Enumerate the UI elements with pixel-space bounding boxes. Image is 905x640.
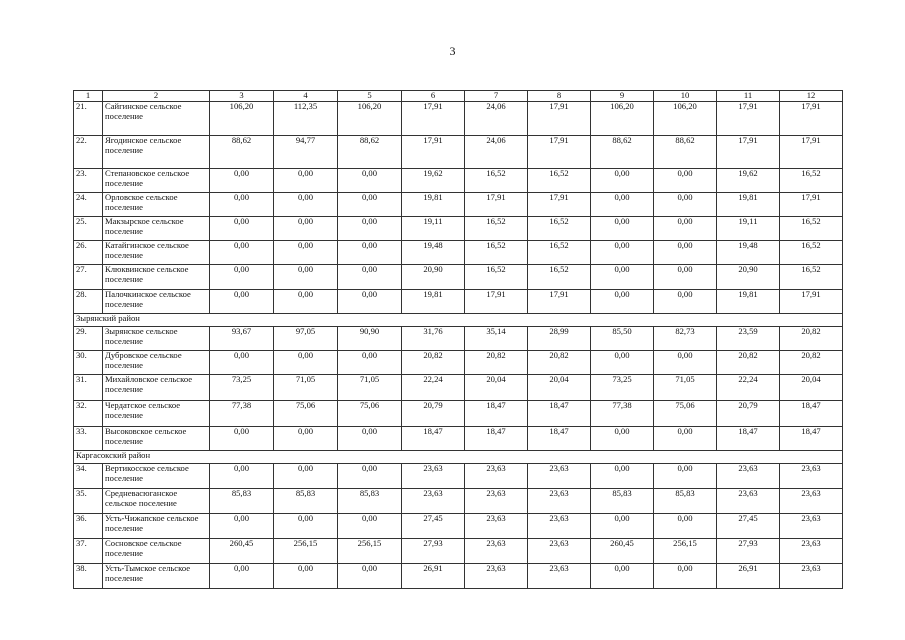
settlement-name: Сосновское сельское поселение <box>103 539 210 564</box>
settlement-name: Катайгинское сельское поселение <box>103 241 210 265</box>
row-number: 29. <box>74 327 103 351</box>
column-number: 11 <box>717 91 780 102</box>
value-cell: 20,04 <box>465 375 528 401</box>
value-cell: 17,91 <box>528 193 591 217</box>
value-cell: 20,79 <box>402 401 465 427</box>
value-cell: 16,52 <box>528 265 591 290</box>
value-cell: 19,62 <box>717 169 780 193</box>
value-cell: 0,00 <box>210 464 274 489</box>
value-cell: 19,11 <box>717 217 780 241</box>
row-number: 32. <box>74 401 103 427</box>
value-cell: 20,82 <box>465 351 528 375</box>
value-cell: 17,91 <box>465 193 528 217</box>
value-cell: 23,63 <box>528 489 591 514</box>
value-cell: 23,63 <box>717 489 780 514</box>
value-cell: 19,81 <box>717 290 780 314</box>
row-number: 31. <box>74 375 103 401</box>
value-cell: 24,06 <box>465 102 528 136</box>
value-cell: 17,91 <box>528 136 591 169</box>
value-cell: 73,25 <box>591 375 654 401</box>
table-row <box>74 489 843 514</box>
value-cell: 94,77 <box>274 136 338 169</box>
value-cell: 23,63 <box>717 464 780 489</box>
value-cell: 0,00 <box>338 427 402 451</box>
value-cell: 0,00 <box>338 217 402 241</box>
value-cell: 17,91 <box>402 136 465 169</box>
settlement-name: Дубровское сельское поселение <box>103 351 210 375</box>
value-cell: 0,00 <box>274 427 338 451</box>
value-cell: 0,00 <box>338 265 402 290</box>
value-cell: 0,00 <box>654 464 717 489</box>
column-number: 3 <box>210 91 274 102</box>
table-row <box>74 136 843 169</box>
value-cell: 20,82 <box>717 351 780 375</box>
value-cell: 256,15 <box>274 539 338 564</box>
district-name: Каргасокский район <box>74 451 843 464</box>
value-cell: 20,82 <box>780 327 843 351</box>
value-cell: 20,79 <box>717 401 780 427</box>
row-number: 25. <box>74 217 103 241</box>
table-row <box>74 564 843 589</box>
tariff-table <box>73 90 843 589</box>
value-cell: 27,93 <box>717 539 780 564</box>
value-cell: 22,24 <box>402 375 465 401</box>
value-cell: 24,06 <box>465 136 528 169</box>
row-number: 30. <box>74 351 103 375</box>
value-cell: 0,00 <box>274 351 338 375</box>
value-cell: 0,00 <box>654 265 717 290</box>
table-row <box>74 169 843 193</box>
value-cell: 0,00 <box>591 514 654 539</box>
value-cell: 260,45 <box>591 539 654 564</box>
value-cell: 88,62 <box>210 136 274 169</box>
value-cell: 85,50 <box>591 327 654 351</box>
value-cell: 0,00 <box>210 217 274 241</box>
value-cell: 0,00 <box>591 217 654 241</box>
value-cell: 77,38 <box>591 401 654 427</box>
value-cell: 23,63 <box>402 464 465 489</box>
value-cell: 17,91 <box>780 193 843 217</box>
value-cell: 18,47 <box>465 427 528 451</box>
value-cell: 82,73 <box>654 327 717 351</box>
value-cell: 23,63 <box>402 489 465 514</box>
column-number: 5 <box>338 91 402 102</box>
value-cell: 0,00 <box>591 427 654 451</box>
value-cell: 256,15 <box>338 539 402 564</box>
row-number: 38. <box>74 564 103 589</box>
value-cell: 20,82 <box>402 351 465 375</box>
settlement-name: Клюквинское сельское поселение <box>103 265 210 290</box>
value-cell: 77,38 <box>210 401 274 427</box>
value-cell: 19,81 <box>402 193 465 217</box>
value-cell: 88,62 <box>338 136 402 169</box>
value-cell: 0,00 <box>210 351 274 375</box>
page-number: 3 <box>449 44 456 58</box>
value-cell: 23,63 <box>528 464 591 489</box>
value-cell: 17,91 <box>528 290 591 314</box>
value-cell: 17,91 <box>780 102 843 136</box>
value-cell: 0,00 <box>274 290 338 314</box>
value-cell: 0,00 <box>274 217 338 241</box>
value-cell: 17,91 <box>780 136 843 169</box>
value-cell: 88,62 <box>591 136 654 169</box>
table-row <box>74 539 843 564</box>
value-cell: 23,63 <box>780 489 843 514</box>
value-cell: 0,00 <box>338 564 402 589</box>
value-cell: 256,15 <box>654 539 717 564</box>
value-cell: 0,00 <box>591 169 654 193</box>
value-cell: 71,05 <box>338 375 402 401</box>
value-cell: 23,63 <box>528 539 591 564</box>
row-number: 34. <box>74 464 103 489</box>
value-cell: 106,20 <box>654 102 717 136</box>
settlement-name: Усть-Чижапское сельское поселение <box>103 514 210 539</box>
value-cell: 0,00 <box>591 241 654 265</box>
value-cell: 18,47 <box>780 427 843 451</box>
column-number-row <box>74 91 843 102</box>
value-cell: 17,91 <box>465 290 528 314</box>
table-row <box>74 401 843 427</box>
value-cell: 17,91 <box>402 102 465 136</box>
value-cell: 16,52 <box>465 241 528 265</box>
value-cell: 0,00 <box>654 241 717 265</box>
value-cell: 18,47 <box>528 401 591 427</box>
column-number: 12 <box>780 91 843 102</box>
column-number: 4 <box>274 91 338 102</box>
value-cell: 85,83 <box>274 489 338 514</box>
table-row <box>74 102 843 136</box>
table-row <box>74 290 843 314</box>
value-cell: 93,67 <box>210 327 274 351</box>
value-cell: 0,00 <box>654 290 717 314</box>
value-cell: 106,20 <box>591 102 654 136</box>
column-number: 9 <box>591 91 654 102</box>
value-cell: 23,63 <box>465 464 528 489</box>
value-cell: 0,00 <box>274 564 338 589</box>
value-cell: 0,00 <box>591 290 654 314</box>
settlement-name: Вертикосское сельское поселение <box>103 464 210 489</box>
settlement-name: Усть-Тымское сельское поселение <box>103 564 210 589</box>
value-cell: 16,52 <box>528 169 591 193</box>
value-cell: 0,00 <box>338 351 402 375</box>
value-cell: 16,52 <box>780 169 843 193</box>
value-cell: 0,00 <box>210 265 274 290</box>
value-cell: 0,00 <box>210 514 274 539</box>
row-number: 26. <box>74 241 103 265</box>
value-cell: 16,52 <box>465 265 528 290</box>
value-cell: 17,91 <box>780 290 843 314</box>
value-cell: 0,00 <box>654 351 717 375</box>
value-cell: 23,63 <box>528 514 591 539</box>
district-name: Зырянский район <box>74 314 843 327</box>
settlement-name: Макзырское сельское поселение <box>103 217 210 241</box>
table-row <box>74 514 843 539</box>
district-header-row <box>74 451 843 464</box>
value-cell: 16,52 <box>465 169 528 193</box>
value-cell: 16,52 <box>780 217 843 241</box>
value-cell: 16,52 <box>780 241 843 265</box>
value-cell: 0,00 <box>654 169 717 193</box>
row-number: 28. <box>74 290 103 314</box>
value-cell: 20,04 <box>780 375 843 401</box>
row-number: 35. <box>74 489 103 514</box>
column-number: 2 <box>103 91 210 102</box>
value-cell: 0,00 <box>338 514 402 539</box>
value-cell: 73,25 <box>210 375 274 401</box>
value-cell: 23,63 <box>465 489 528 514</box>
settlement-name: Степановское сельское поселение <box>103 169 210 193</box>
value-cell: 20,90 <box>717 265 780 290</box>
value-cell: 19,11 <box>402 217 465 241</box>
value-cell: 0,00 <box>654 217 717 241</box>
value-cell: 23,63 <box>528 564 591 589</box>
value-cell: 0,00 <box>210 241 274 265</box>
settlement-name: Зырянское сельское поселение <box>103 327 210 351</box>
value-cell: 0,00 <box>274 193 338 217</box>
value-cell: 0,00 <box>338 464 402 489</box>
value-cell: 85,83 <box>338 489 402 514</box>
value-cell: 71,05 <box>654 375 717 401</box>
table-row <box>74 265 843 290</box>
table-row <box>74 193 843 217</box>
settlement-name: Сайгинское сельское поселение <box>103 102 210 136</box>
value-cell: 0,00 <box>210 169 274 193</box>
value-cell: 90,90 <box>338 327 402 351</box>
value-cell: 31,76 <box>402 327 465 351</box>
value-cell: 18,47 <box>780 401 843 427</box>
value-cell: 0,00 <box>274 265 338 290</box>
value-cell: 20,82 <box>780 351 843 375</box>
value-cell: 23,63 <box>780 564 843 589</box>
value-cell: 23,63 <box>780 464 843 489</box>
value-cell: 16,52 <box>528 217 591 241</box>
value-cell: 23,63 <box>465 564 528 589</box>
value-cell: 23,59 <box>717 327 780 351</box>
column-number: 10 <box>654 91 717 102</box>
table-row <box>74 351 843 375</box>
value-cell: 20,04 <box>528 375 591 401</box>
table-row <box>74 217 843 241</box>
table-row <box>74 464 843 489</box>
value-cell: 260,45 <box>210 539 274 564</box>
value-cell: 75,06 <box>654 401 717 427</box>
value-cell: 0,00 <box>210 427 274 451</box>
value-cell: 0,00 <box>591 193 654 217</box>
row-number: 23. <box>74 169 103 193</box>
settlement-name: Ягодинское сельское поселение <box>103 136 210 169</box>
value-cell: 19,81 <box>717 193 780 217</box>
table-row <box>74 427 843 451</box>
value-cell: 0,00 <box>274 169 338 193</box>
value-cell: 0,00 <box>210 564 274 589</box>
value-cell: 23,63 <box>465 539 528 564</box>
row-number: 21. <box>74 102 103 136</box>
value-cell: 16,52 <box>528 241 591 265</box>
row-number: 27. <box>74 265 103 290</box>
column-number: 6 <box>402 91 465 102</box>
row-number: 24. <box>74 193 103 217</box>
row-number: 22. <box>74 136 103 169</box>
value-cell: 16,52 <box>465 217 528 241</box>
value-cell: 19,48 <box>402 241 465 265</box>
value-cell: 26,91 <box>402 564 465 589</box>
value-cell: 0,00 <box>654 514 717 539</box>
value-cell: 0,00 <box>338 241 402 265</box>
table-row <box>74 327 843 351</box>
value-cell: 17,91 <box>528 102 591 136</box>
settlement-name: Высоковское сельское поселение <box>103 427 210 451</box>
value-cell: 0,00 <box>210 193 274 217</box>
value-cell: 20,90 <box>402 265 465 290</box>
value-cell: 71,05 <box>274 375 338 401</box>
row-number: 36. <box>74 514 103 539</box>
settlement-name: Орловское сельское поселение <box>103 193 210 217</box>
value-cell: 0,00 <box>274 514 338 539</box>
value-cell: 0,00 <box>274 241 338 265</box>
settlement-name: Чердатское сельское поселение <box>103 401 210 427</box>
value-cell: 0,00 <box>591 351 654 375</box>
value-cell: 106,20 <box>210 102 274 136</box>
value-cell: 18,47 <box>402 427 465 451</box>
settlement-name: Михайловское сельское поселение <box>103 375 210 401</box>
value-cell: 85,83 <box>654 489 717 514</box>
value-cell: 88,62 <box>654 136 717 169</box>
value-cell: 19,81 <box>402 290 465 314</box>
value-cell: 0,00 <box>210 290 274 314</box>
value-cell: 23,63 <box>780 539 843 564</box>
value-cell: 75,06 <box>338 401 402 427</box>
value-cell: 0,00 <box>654 564 717 589</box>
value-cell: 0,00 <box>591 464 654 489</box>
value-cell: 18,47 <box>465 401 528 427</box>
district-header-row <box>74 314 843 327</box>
value-cell: 0,00 <box>591 564 654 589</box>
column-number: 8 <box>528 91 591 102</box>
row-number: 37. <box>74 539 103 564</box>
value-cell: 0,00 <box>338 193 402 217</box>
value-cell: 17,91 <box>717 102 780 136</box>
value-cell: 27,93 <box>402 539 465 564</box>
value-cell: 16,52 <box>780 265 843 290</box>
value-cell: 19,62 <box>402 169 465 193</box>
value-cell: 17,91 <box>717 136 780 169</box>
value-cell: 26,91 <box>717 564 780 589</box>
value-cell: 20,82 <box>528 351 591 375</box>
settlement-name: Средневасюганское сельское поселение <box>103 489 210 514</box>
value-cell: 18,47 <box>717 427 780 451</box>
value-cell: 19,48 <box>717 241 780 265</box>
value-cell: 35,14 <box>465 327 528 351</box>
value-cell: 75,06 <box>274 401 338 427</box>
table-row <box>74 375 843 401</box>
value-cell: 18,47 <box>528 427 591 451</box>
table-row <box>74 241 843 265</box>
column-number: 7 <box>465 91 528 102</box>
value-cell: 112,35 <box>274 102 338 136</box>
value-cell: 0,00 <box>654 193 717 217</box>
value-cell: 0,00 <box>274 464 338 489</box>
column-number: 1 <box>74 91 103 102</box>
value-cell: 0,00 <box>338 290 402 314</box>
value-cell: 85,83 <box>210 489 274 514</box>
value-cell: 28,99 <box>528 327 591 351</box>
value-cell: 27,45 <box>717 514 780 539</box>
value-cell: 106,20 <box>338 102 402 136</box>
value-cell: 0,00 <box>654 427 717 451</box>
value-cell: 27,45 <box>402 514 465 539</box>
row-number: 33. <box>74 427 103 451</box>
table-body <box>74 91 843 589</box>
value-cell: 23,63 <box>780 514 843 539</box>
value-cell: 0,00 <box>591 265 654 290</box>
value-cell: 0,00 <box>338 169 402 193</box>
value-cell: 23,63 <box>465 514 528 539</box>
value-cell: 97,05 <box>274 327 338 351</box>
settlement-name: Палочкинское сельское поселение <box>103 290 210 314</box>
value-cell: 22,24 <box>717 375 780 401</box>
value-cell: 85,83 <box>591 489 654 514</box>
